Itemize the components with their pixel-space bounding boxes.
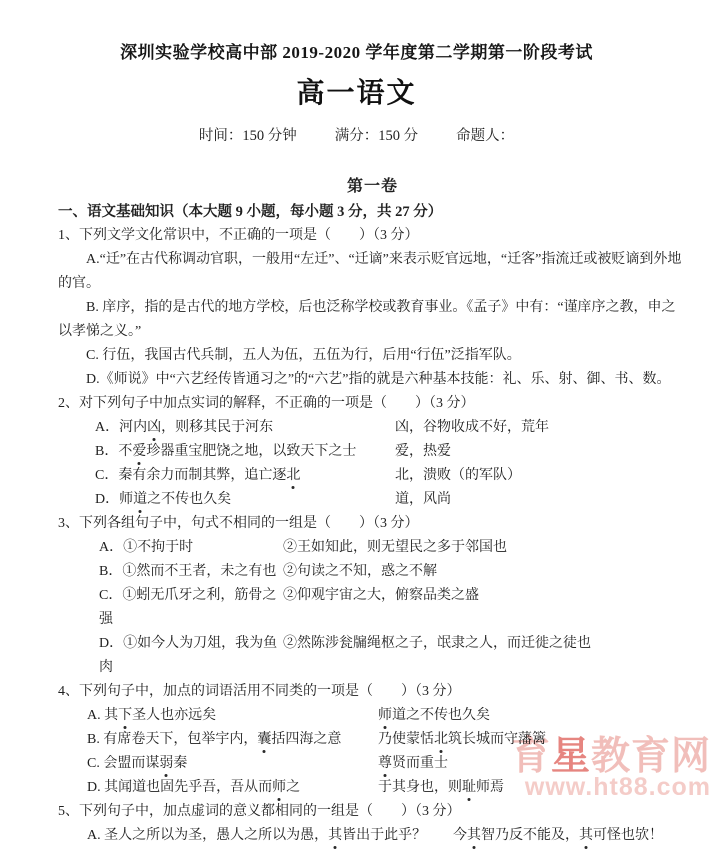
emphasis-dot-char: 北 (434, 728, 448, 752)
question-3-option-b (58, 560, 687, 584)
emphasis-dot-char: 尊 (378, 752, 392, 776)
section-title: 一、语文基础知识（本大题 9 小题，每小题 3 分，共 27 分） (58, 204, 443, 220)
option-sentence-1: B．①然而不王者，未之有也 (99, 564, 277, 579)
question-5-stem: 5、下列句子中，加点虚词的意义都相同的一组是（ ）（3 分） (58, 804, 461, 819)
exam-header (0, 0, 713, 146)
question-3-option-a (58, 536, 687, 560)
option-sentence-2: 师道之不传也久矣 (378, 704, 687, 728)
question-1-stem: 1、下列文学文化常识中，不正确的一项是（ ）（3 分） (58, 228, 419, 243)
option-sentence-2: ②仰观宇宙之大，俯察品类之盛 (283, 588, 479, 603)
question-4-option-c (58, 752, 687, 776)
option-sentence-1: A．①不拘于时 (99, 540, 194, 555)
question-1 (58, 224, 687, 392)
option-sentence-1: D．①如今人为刀俎，我为鱼肉 (99, 636, 278, 675)
option-sentence: A．河内凶，则移其民于河东 (95, 416, 395, 440)
option-sentence-2: 乃使蒙恬北筑长城而守藩篱 (378, 728, 687, 752)
emphasis-dot-char: 师 (378, 704, 392, 728)
meta-time: 时间：150 分钟 (198, 128, 297, 144)
emphasis-dot-char: 道 (133, 488, 147, 512)
emphasis-dot-char: 下 (118, 704, 132, 728)
option-sentence: B．不爱珍器重宝肥饶之地，以致天下之士 (95, 440, 395, 464)
option-gloss: 爱，热爱 (395, 444, 451, 459)
option-sentence-2: ②王如知此，则无望民之多于邻国也 (283, 540, 507, 555)
option-gloss: 北，溃败（的军队） (395, 468, 521, 483)
question-5 (58, 800, 687, 848)
option-sentence-2: ②然陈涉瓮牖绳枢之子，氓隶之人，而迁徙之徒也 (283, 636, 591, 651)
emphasis-dot-char: 师 (272, 776, 286, 800)
emphasis-dot-char: 爱 (132, 440, 146, 464)
question-4-option-b (58, 728, 687, 752)
question-2-stem: 2、对下列句子中加点实词的解释，不正确的一项是（ ）（3 分） (58, 396, 475, 411)
question-2 (58, 392, 687, 512)
question-1-option-d: D.《师说》中“六艺经传皆通习之”的“六艺”指的就是六种基本技能：礼、乐、射、御、书、数。 (86, 372, 671, 387)
watermark-name-part: 教育网 (590, 735, 711, 778)
question-4-option-a (58, 704, 687, 728)
question-3-option-c (58, 584, 687, 632)
question-1-option-c: C. 行伍，我国古代兵制，五人为伍，五伍为行，后用“行伍”泛指军队。 (86, 348, 521, 363)
exam-meta (0, 126, 713, 146)
option-sentence-1: A. 圣人之所以为圣，愚人之所以为愚，其皆出于此乎？ (87, 824, 453, 848)
option-sentence-1: A. 其下圣人也亦远矣 (87, 704, 378, 728)
option-sentence-1: D. 其闻道也固先乎吾，吾从而师之 (87, 776, 378, 800)
question-4-stem: 4、下列句子中，加点的词语活用不同类的一项是（ ）（3 分） (58, 684, 461, 699)
option-sentence-1: C．①蚓无爪牙之利，筋骨之强 (99, 588, 277, 627)
emphasis-dot-char: 其 (328, 824, 342, 848)
question-2-option-d (58, 488, 687, 512)
option-sentence-1: B. 有席卷天下，包举宇内，囊括四海之意 (87, 728, 378, 752)
option-sentence-1: C. 会盟而谋弱秦 (87, 752, 378, 776)
question-4 (58, 680, 687, 800)
question-5-option-a (58, 824, 687, 848)
question-3 (58, 512, 687, 680)
option-gloss: 凶，谷物收成不好，荒年 (395, 420, 549, 435)
emphasis-dot-char: 其 (467, 824, 481, 848)
question-4-option-d (58, 776, 687, 800)
watermark-name-part: 育 (510, 735, 551, 778)
emphasis-dot-char: 耻 (462, 776, 476, 800)
question-2-option-c (58, 464, 687, 488)
option-sentence-2: 今其智乃反不能及，其可怪也欤！ (453, 824, 687, 848)
watermark-name-accent: 星 (550, 735, 591, 778)
question-1-option-b: B. 庠序，指的是古代的地方学校，后也泛称学校或教育事业。《孟子》中有：“谨庠序之教，申之以孝悌之义。” (58, 300, 676, 339)
option-sentence-2: 尊贤而重士 (378, 752, 687, 776)
question-1-option-a: A.“迁”在古代称调动官职，一般用“左迁”、“迁谪”来表示贬官远地，“迁客”指流迁或被贬谪到外地的官。 (58, 252, 682, 291)
watermark-site-url: www.ht88.com (524, 773, 711, 801)
emphasis-dot-char: 囊 (257, 728, 271, 752)
question-3-option-d (58, 632, 687, 680)
exam-body (0, 175, 713, 848)
emphasis-dot-char: 弱 (159, 752, 173, 776)
option-sentence-2: ②句读之不知，惑之不解 (283, 564, 437, 579)
meta-setter: 命题人： (456, 128, 515, 144)
meta-total-score: 满分：150 分 (334, 128, 419, 144)
subject-title: 高一语文 (296, 78, 417, 109)
option-sentence-2: 于其身也，则耻师焉 (378, 776, 687, 800)
emphasis-dot-char: 北 (286, 464, 300, 488)
emphasis-dot-char: 其 (579, 824, 593, 848)
option-sentence: C．秦有余力而制其弊，追亡逐北 (95, 464, 395, 488)
part-title: 第一卷 (346, 178, 398, 195)
option-gloss: 道，风尚 (395, 492, 451, 507)
question-2-option-b (58, 440, 687, 464)
emphasis-dot-char: 凶 (147, 416, 161, 440)
option-sentence: D．师道之不传也久矣 (95, 488, 395, 512)
school-title: 深圳实验学校高中部 2019-2020 学年度第二学期第一阶段考试 (120, 43, 593, 62)
question-3-stem: 3、下列各组句子中，句式不相同的一组是（ ）（3 分） (58, 516, 419, 531)
question-2-option-a (58, 416, 687, 440)
